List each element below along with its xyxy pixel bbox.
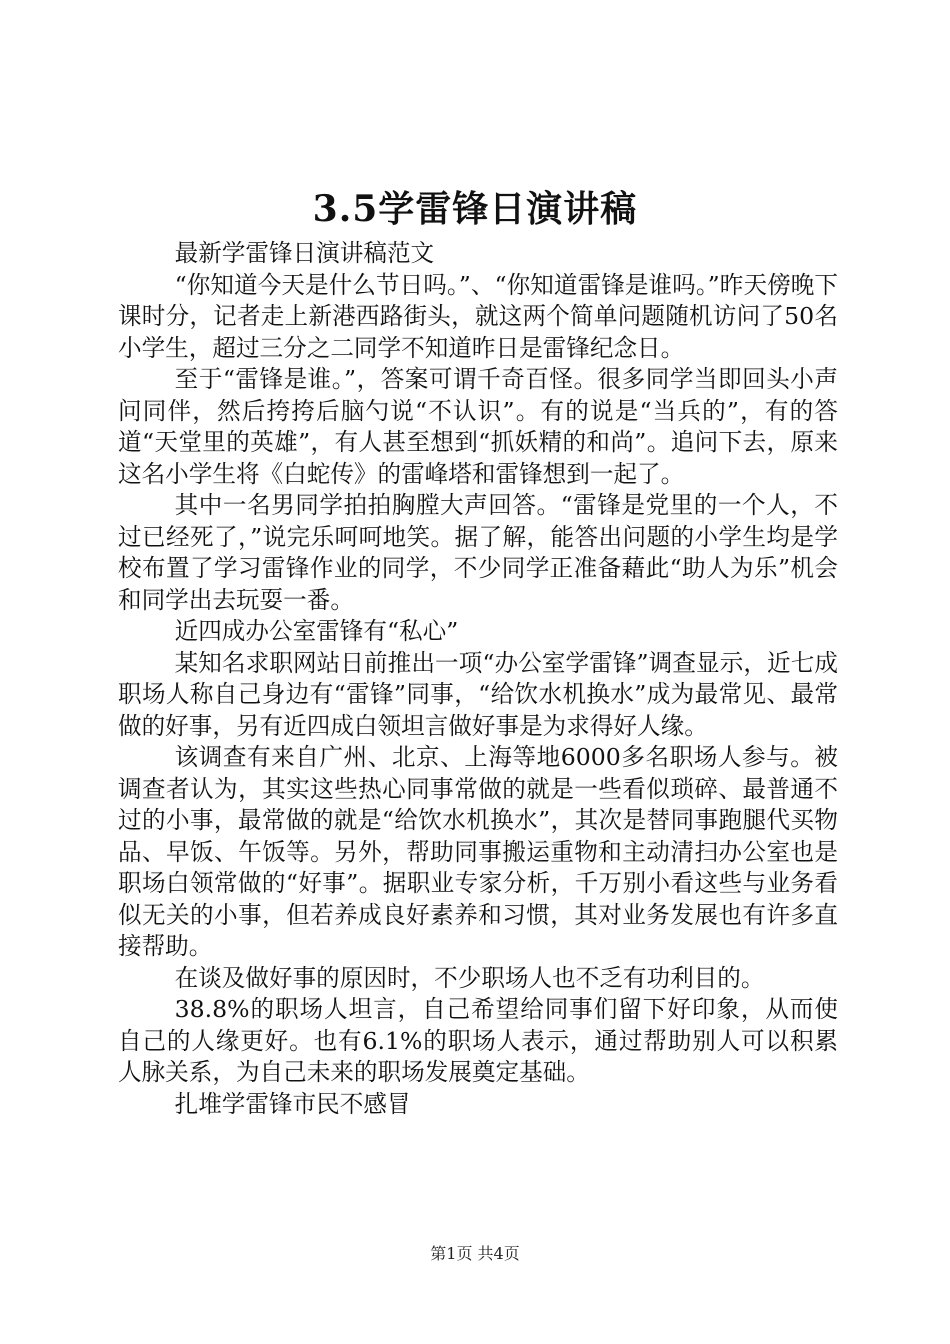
section-heading: 扎堆学雷锋市民不感冒	[174, 1089, 411, 1118]
paragraph: 38.8%的职场人坦言，自己希望给同事们留下好印象，从而使自己的人缘更好。也有6.1%的职场人表示，通过帮助别人可以积累人脉关系，为自己未来的职场发展奠定基础。	[118, 995, 838, 1086]
section-heading: 近四成办公室雷锋有“私心”	[174, 617, 459, 645]
page-number-footer: 第1页 共4页	[430, 1244, 520, 1263]
paragraph: 该调查有来自广州、北京、上海等地6000多名职场人参与。被调查者认为，其实这些热心同事常做的就是一些看似琐碎、最普通不过的小事，最常做的就是“给饮水机换水”，其次是替同事跑腿代买物品、早饭、午饭等。另外，帮助同事搬运重物和主动清扫办公室也是职场白领常做的“好事”。据职业专家分析，千万别小看这些与业务看似无关的小事，但若养成良好素养和习惯，其对业务发展也有许多直接帮助。	[118, 743, 838, 960]
paragraph: 最新学雷锋日演讲稿范文	[174, 239, 435, 267]
paragraph: 至于“雷锋是谁。”，答案可谓千奇百怪。很多同学当即回头小声问同伴，然后挎挎后脑勺说“不认识”。有的说是“当兵的”，有的答道“天堂里的英雄”，有人甚至想到“抓妖精的和尚”。追问下去，原来这名小学生将《白蛇传》的雷峰塔和雷锋想到一起了。	[118, 365, 838, 488]
paragraph: 其中一名男同学拍拍胸膛大声回答。“雷锋是党里的一个人，不过已经死了，”说完乐呵呵地笑。据了解，能答出问题的小学生均是学校布置了学习雷锋作业的同学，不少同学正准备藉此“助人为乐”机会和同学出去玩耍一番。	[118, 491, 838, 614]
document-body	[118, 238, 838, 1120]
document-title: 3.5学雷锋日演讲稿	[312, 188, 638, 230]
paragraph: 在谈及做好事的原因时，不少职场人也不乏有功利目的。	[174, 963, 765, 992]
paragraph: “你知道今天是什么节日吗。”、“你知道雷锋是谁吗。”昨天傍晚下课时分，记者走上新港西路街头，就这两个简单问题随机访问了50名小学生，超过三分之二同学不知道昨日是雷锋纪念日。	[118, 270, 838, 362]
paragraph: 某知名求职网站日前推出一项“办公室学雷锋”调查显示，近七成职场人称自己身边有“雷锋”同事，“给饮水机换水”成为最常见、最常做的好事，另有近四成白领坦言做好事是为求得好人缘。	[118, 648, 838, 740]
